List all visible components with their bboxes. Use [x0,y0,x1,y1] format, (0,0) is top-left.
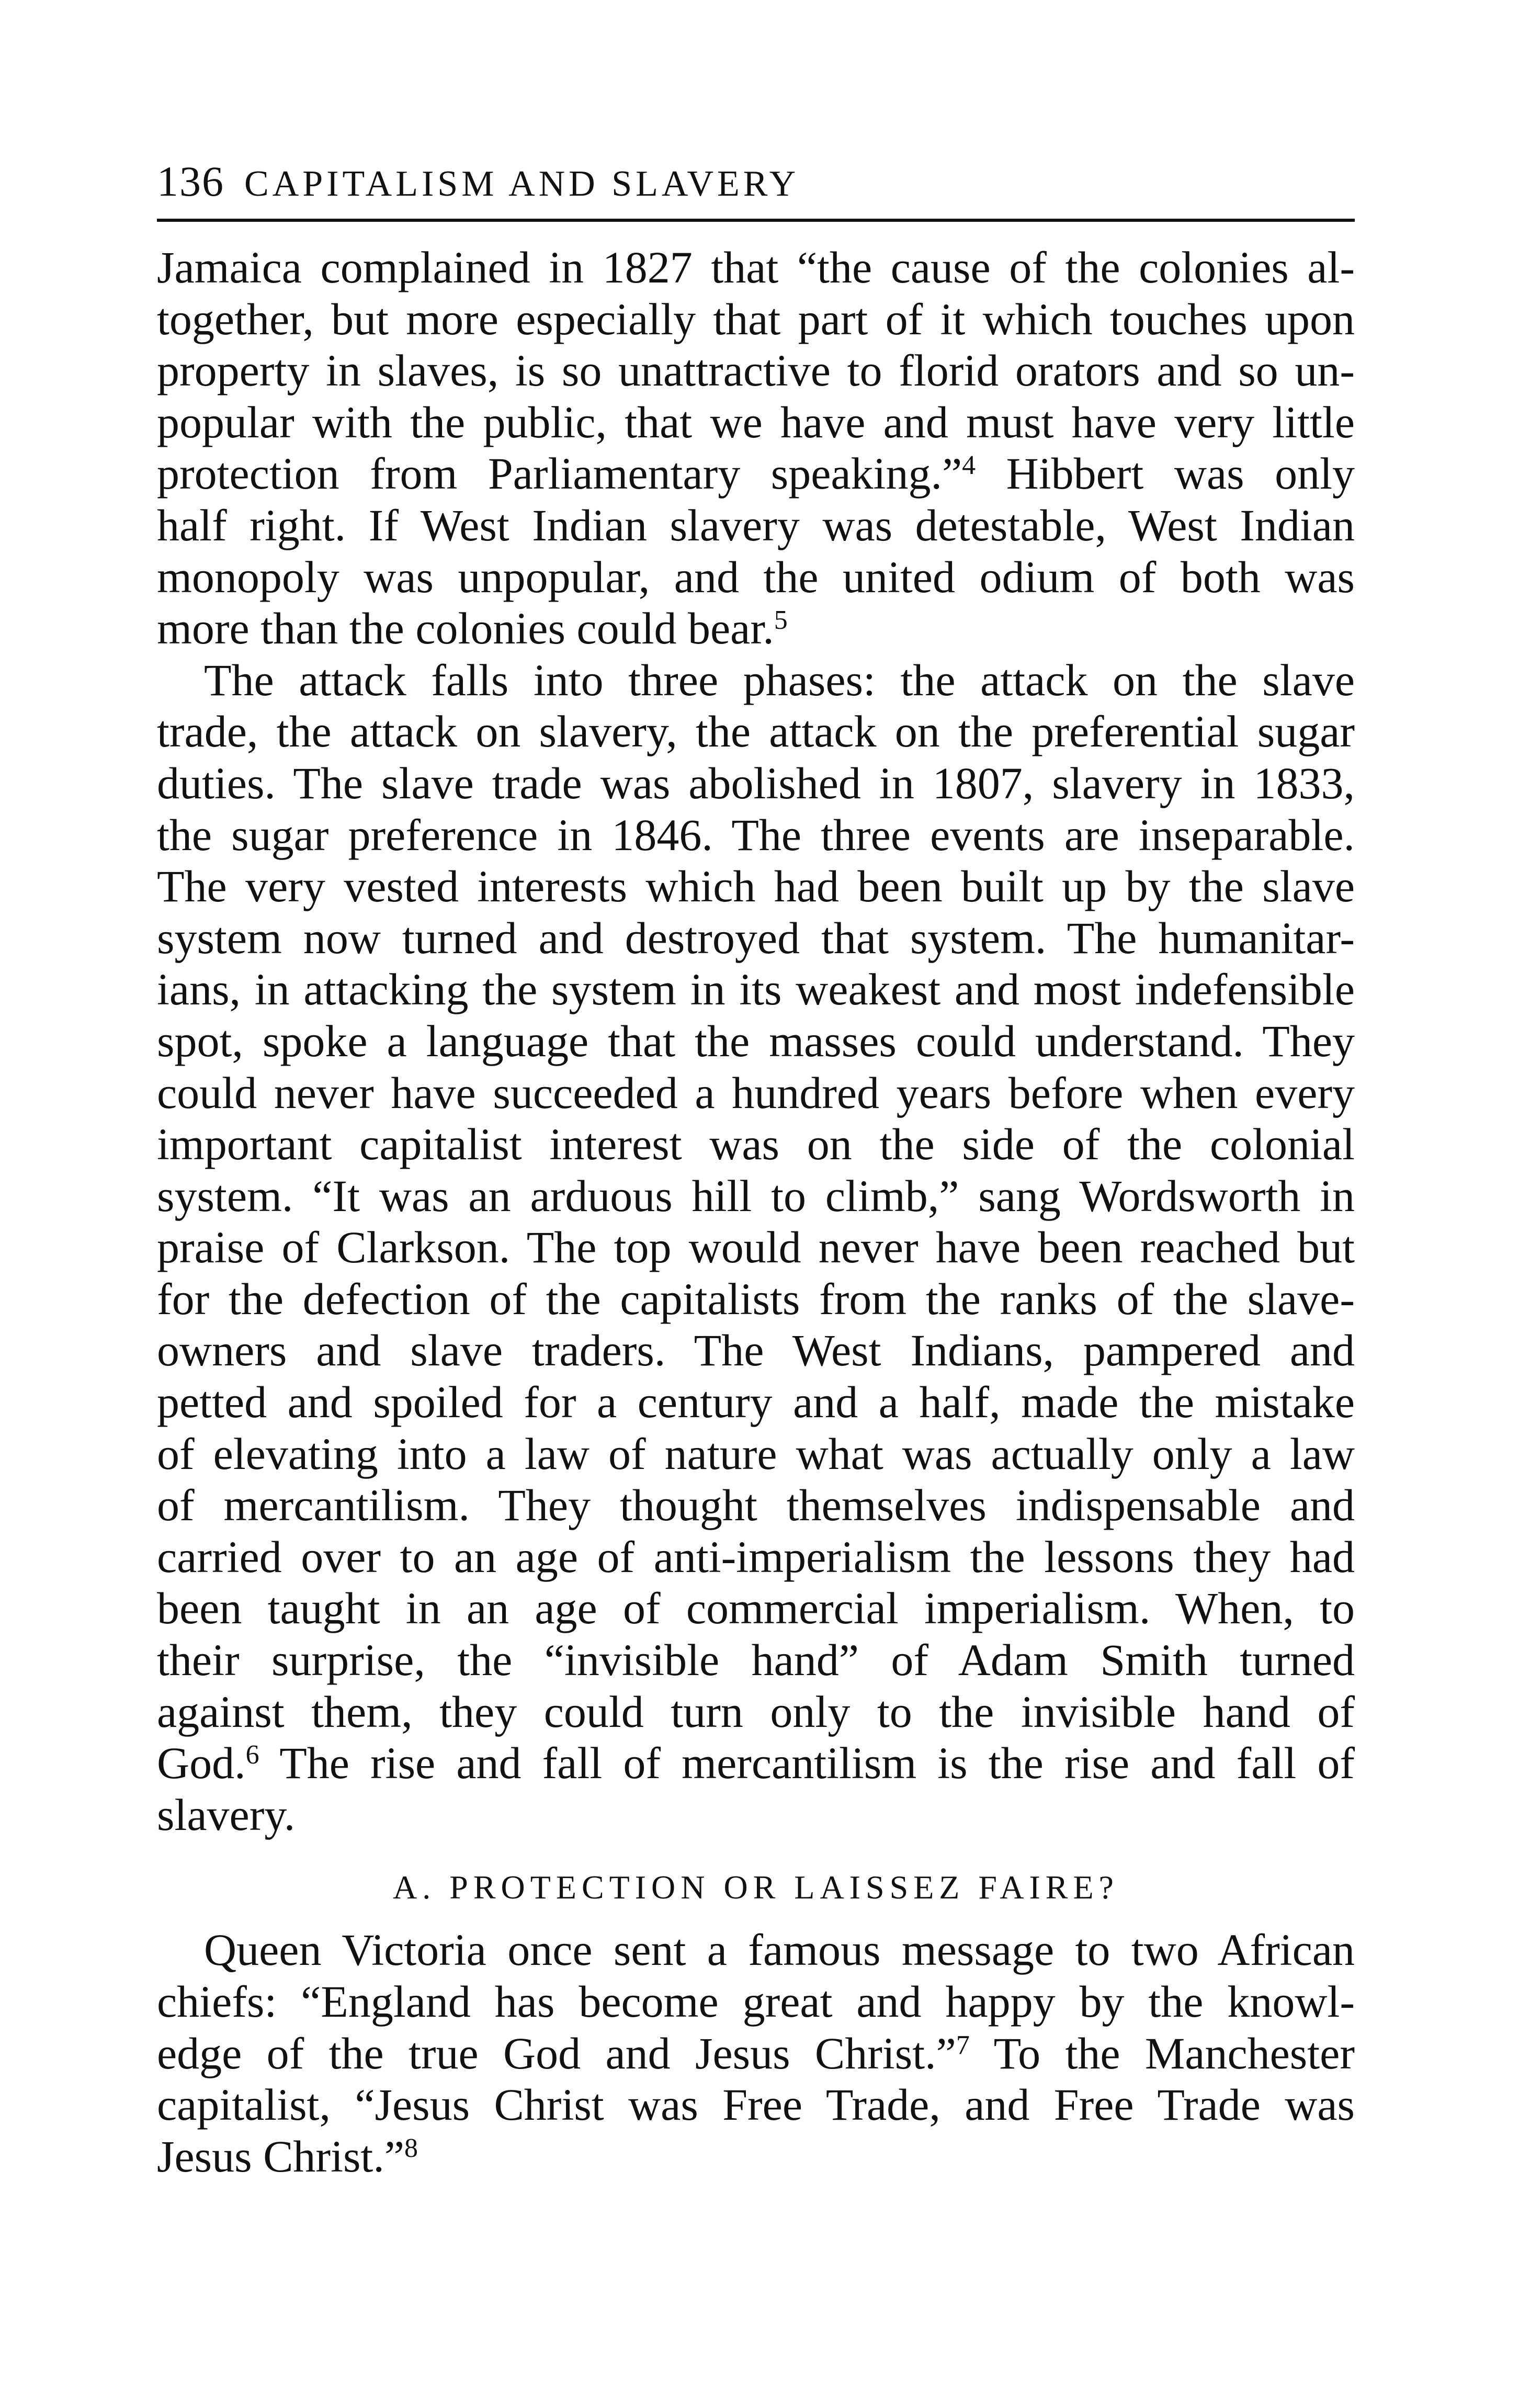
footnote-ref: 8 [404,2133,418,2163]
text-line: their surprise, the “invisible hand” of Adam Smith turned [157,1635,1355,1686]
text-line: together, but more especially that part of it which touches upon [157,293,1355,344]
text-line: more than the colonies could bear.$^5$ [157,603,788,654]
text-line: system now turned and destroyed that system. The humanitar- [157,912,1355,963]
footnote-ref: 4 [962,450,976,481]
text-line: owners and slave traders. The West Indians, pampered and [157,1325,1355,1376]
text-line: Jamaica complained in 1827 that “the cause of the colonies al- [157,242,1355,292]
paragraph-1 [157,242,1355,654]
text-line: system. “It was an arduous hill to climb,” sang Wordsworth in [157,1170,1355,1221]
text-line: property in slaves, is so unattractive to florid orators and so un- [157,345,1355,396]
text-line: of mercantilism. They thought themselves indispensable and [157,1480,1355,1531]
header-rule [157,219,1355,222]
running-head [157,153,1355,210]
paragraph-2 [157,654,1355,1841]
text-line: carried over to an age of anti-imperialism the lessons they had [157,1531,1355,1582]
text-line: the sugar preference in 1846. The three events are inseparable. [157,809,1355,860]
text-line: duties. The slave trade was abolished in 1807, slavery in 1833, [157,758,1355,808]
text-line: important capitalist interest was on the side of the colonial [157,1119,1355,1170]
footnote-ref: 5 [774,605,788,636]
page-number: 136 [157,157,224,205]
text-line: Jesus Christ.”$^8$ [157,2131,418,2181]
text-line: God.$^6$ The rise and fall of mercantilism is the rise and fall of [157,1738,1355,1789]
text-line: could never have succeeded a hundred years before when every [157,1067,1355,1118]
text-line: trade, the attack on slavery, the attack on the preferential sugar [157,706,1355,757]
section-heading: A. PROTECTION OR LAISSEZ FAIRE? [393,1869,1119,1906]
text-line: been taught in an age of commercial imperialism. When, to [157,1583,1355,1634]
text-line: popular with the public, that we have and must have very little [157,397,1355,447]
text-line: slavery. [157,1789,296,1840]
text-line: capitalist, “Jesus Christ was Free Trade, and Free Trade was [157,2079,1355,2130]
footnote-ref: 7 [956,2030,970,2060]
text-line: protection from Parliamentary speaking.”$^4$ Hibbert was only [157,448,1355,499]
text-line: praise of Clarkson. The top would never have been reached but [157,1222,1355,1273]
text-line: against them, they could turn only to the invisible hand of [157,1686,1355,1737]
text-line: spot, spoke a language that the masses could understand. They [157,1015,1355,1066]
text-line: ians, in attacking the system in its weakest and most indefensible [157,964,1355,1015]
text-line: edge of the true God and Jesus Christ.”$^7$ To the Manchester [157,2028,1355,2078]
text-line: Queen Victoria once sent a famous message to two African [204,1925,1355,1975]
running-title: CAPITALISM AND SLAVERY [244,164,800,204]
text-line: The attack falls into three phases: the attack on the slave [204,654,1355,705]
text-line: for the defection of the capitalists from the ranks of the slave- [157,1273,1355,1324]
footnote-ref: 6 [245,1740,259,1770]
paragraph-3 [157,1924,1355,2182]
text-line: of elevating into a law of nature what was actually only a law [157,1428,1355,1479]
text-line: The very vested interests which had been built up by the slave [157,861,1355,912]
text-line: half right. If West Indian slavery was detestable, West Indian [157,500,1355,550]
text-line: monopoly was unpopular, and the united odium of both was [157,551,1355,602]
body-text [157,242,1355,2182]
text-line: petted and spoiled for a century and a half, made the mistake [157,1377,1355,1428]
text-line: chiefs: “England has become great and happy by the knowl- [157,1976,1355,2027]
